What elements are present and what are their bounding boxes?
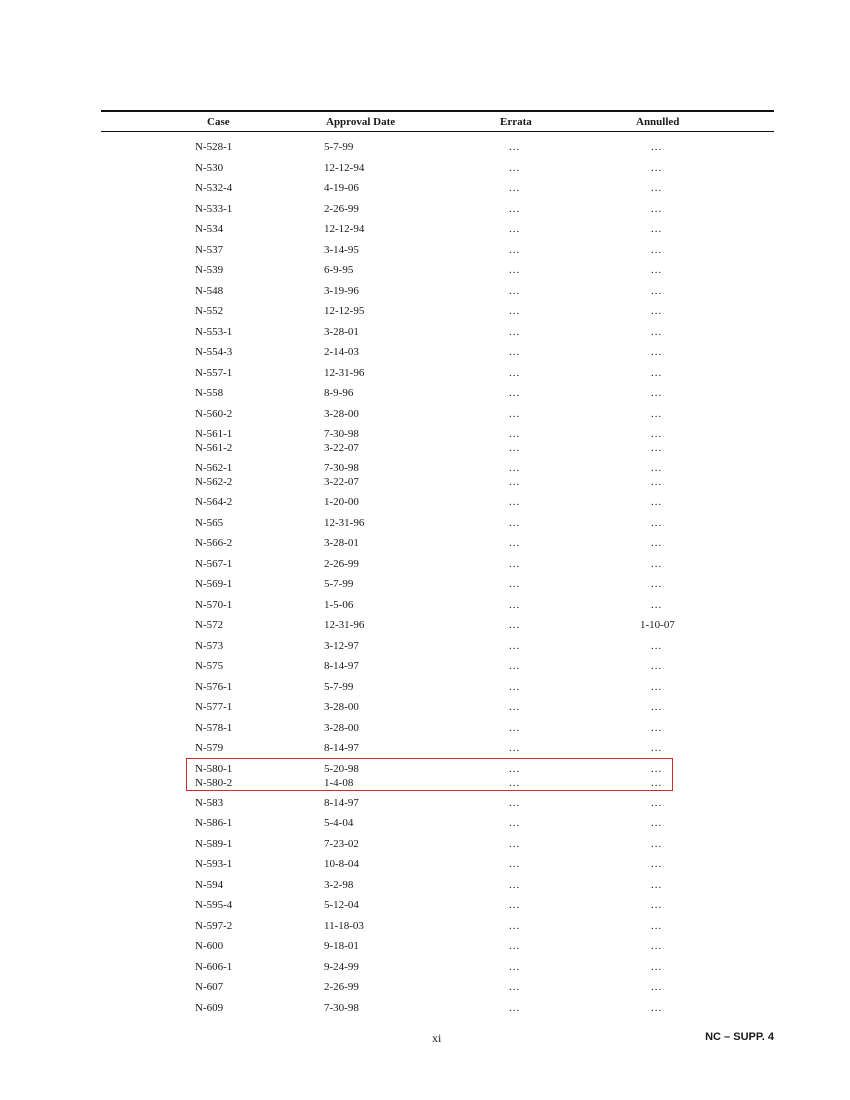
errata-cell: ... xyxy=(509,264,521,276)
approval-date-cell: 3-28-00 xyxy=(324,407,359,420)
annulled-cell: ... xyxy=(651,476,663,488)
table-row-line xyxy=(0,700,850,714)
table-row xyxy=(0,1001,850,1015)
case-cell: N-586-1 xyxy=(195,817,233,829)
case-cell: N-561-2 xyxy=(195,442,233,454)
case-cell: N-558 xyxy=(195,387,224,399)
errata-cell: ... xyxy=(509,537,521,549)
case-cell: N-597-2 xyxy=(195,919,233,932)
table-row xyxy=(0,325,850,339)
annulled-cell: ... xyxy=(651,1001,663,1014)
errata-cell: ... xyxy=(509,462,521,474)
table-row-line xyxy=(0,878,850,892)
table-row-line xyxy=(0,386,850,400)
table-row xyxy=(0,202,850,216)
errata-cell: ... xyxy=(509,346,521,358)
errata-cell: ... xyxy=(509,796,521,809)
approval-date-cell: 3-22-07 xyxy=(324,442,359,454)
table-row xyxy=(0,700,850,714)
approval-date-cell: 3-28-01 xyxy=(324,325,359,338)
table-row xyxy=(0,304,850,318)
errata-cell: ... xyxy=(509,202,521,215)
approval-date-cell: 12-31-96 xyxy=(324,516,365,529)
table-row xyxy=(0,659,850,673)
table-row xyxy=(0,345,850,359)
highlight-box xyxy=(186,758,673,791)
table-row-line xyxy=(0,577,850,591)
approval-date-cell: 2-26-99 xyxy=(324,981,359,993)
annulled-cell: ... xyxy=(651,496,663,508)
annulled-cell: ... xyxy=(651,796,663,809)
annulled-cell: ... xyxy=(651,660,663,672)
table-row xyxy=(0,680,850,694)
table-row xyxy=(0,939,850,953)
table-row xyxy=(0,495,850,509)
table-row xyxy=(0,243,850,257)
table-row xyxy=(0,577,850,591)
table-row xyxy=(0,386,850,400)
annulled-cell: ... xyxy=(651,721,663,734)
approval-date-cell: 3-12-97 xyxy=(324,639,359,652)
table-row-line xyxy=(0,263,850,277)
table-row xyxy=(0,741,850,755)
approval-date-cell: 3-28-01 xyxy=(324,537,359,549)
approval-date-cell: 7-30-98 xyxy=(324,428,359,440)
approval-date-cell: 8-14-97 xyxy=(324,796,359,809)
table-row-line xyxy=(0,857,850,871)
approval-date-cell: 3-28-00 xyxy=(324,721,359,734)
table-row xyxy=(0,284,850,298)
table-row xyxy=(0,516,850,530)
case-cell: N-609 xyxy=(195,1001,224,1014)
errata-cell: ... xyxy=(509,639,521,652)
case-cell: N-583 xyxy=(195,796,224,809)
errata-cell: ... xyxy=(509,598,521,611)
table-row-line xyxy=(0,304,850,318)
errata-cell: ... xyxy=(509,858,521,870)
table-row-line xyxy=(0,461,850,475)
approval-date-cell: 3-22-07 xyxy=(324,476,359,488)
errata-cell: ... xyxy=(509,387,521,399)
table-row-line xyxy=(0,816,850,830)
annulled-cell: ... xyxy=(651,325,663,338)
approval-date-cell: 2-14-03 xyxy=(324,346,359,358)
annulled-cell: ... xyxy=(651,639,663,652)
annulled-cell: ... xyxy=(651,428,663,440)
errata-cell: ... xyxy=(509,619,521,631)
approval-date-cell: 1-5-06 xyxy=(324,598,354,611)
table-row xyxy=(0,980,850,994)
table-row-line xyxy=(0,222,850,236)
errata-cell: ... xyxy=(509,557,521,570)
approval-date-cell: 6-9-95 xyxy=(324,264,354,276)
case-cell: N-528-1 xyxy=(195,141,233,153)
errata-cell: ... xyxy=(509,837,521,850)
annulled-cell: ... xyxy=(651,305,663,317)
approval-date-cell: 12-31-96 xyxy=(324,366,365,379)
errata-cell: ... xyxy=(509,305,521,317)
case-cell: N-606-1 xyxy=(195,960,233,973)
errata-cell: ... xyxy=(509,776,521,789)
errata-cell: ... xyxy=(509,325,521,338)
running-head: NC – SUPP. 4 xyxy=(705,1031,774,1043)
table-row-line xyxy=(0,181,850,195)
errata-cell: ... xyxy=(509,960,521,973)
header-case: Case xyxy=(207,116,230,128)
table-row-line xyxy=(0,140,850,154)
case-cell: N-575 xyxy=(195,660,224,672)
table-row-line xyxy=(0,427,850,441)
table-row xyxy=(0,837,850,851)
table-row-line xyxy=(0,741,850,755)
table-row-line xyxy=(0,680,850,694)
annulled-cell: ... xyxy=(651,899,663,911)
annulled-cell: ... xyxy=(651,981,663,993)
header-annulled: Annulled xyxy=(636,116,680,128)
approval-date-cell: 12-12-94 xyxy=(324,161,365,174)
table-row-line xyxy=(0,441,850,455)
approval-date-cell: 12-31-96 xyxy=(324,619,365,631)
annulled-cell: ... xyxy=(651,243,663,256)
approval-date-cell: 9-24-99 xyxy=(324,960,359,973)
approval-date-cell: 7-30-98 xyxy=(324,1001,359,1014)
approval-date-cell: 5-4-04 xyxy=(324,817,354,829)
annulled-cell: ... xyxy=(651,141,663,153)
errata-cell: ... xyxy=(509,223,521,235)
annulled-cell: 1-10-07 xyxy=(640,619,675,631)
annulled-cell: ... xyxy=(651,366,663,379)
annulled-cell: ... xyxy=(651,202,663,215)
approval-date-cell: 12-12-94 xyxy=(324,223,365,235)
annulled-cell: ... xyxy=(651,680,663,693)
table-row xyxy=(0,263,850,277)
case-cell: N-566-2 xyxy=(195,537,233,549)
approval-date-cell: 11-18-03 xyxy=(324,919,364,932)
approval-date-cell: 3-14-95 xyxy=(324,243,359,256)
approval-date-cell: 9-18-01 xyxy=(324,940,359,952)
table-row-line xyxy=(0,960,850,974)
annulled-cell: ... xyxy=(651,598,663,611)
table-row-line xyxy=(0,618,850,632)
case-cell: N-557-1 xyxy=(195,366,233,379)
table-row xyxy=(0,536,850,550)
case-cell: N-565 xyxy=(195,516,224,529)
case-cell: N-562-2 xyxy=(195,476,233,488)
case-cell: N-607 xyxy=(195,981,224,993)
approval-date-cell: 1-20-00 xyxy=(324,496,359,508)
approval-date-cell: 8-9-96 xyxy=(324,387,354,399)
table-row-line xyxy=(0,161,850,175)
annulled-cell: ... xyxy=(651,223,663,235)
errata-cell: ... xyxy=(509,284,521,297)
annulled-cell: ... xyxy=(651,182,663,194)
approval-date-cell: 7-23-02 xyxy=(324,837,359,850)
case-cell: N-594 xyxy=(195,878,224,891)
annulled-cell: ... xyxy=(651,387,663,399)
approval-date-cell: 1-4-08 xyxy=(324,776,354,789)
annulled-cell: ... xyxy=(651,516,663,529)
errata-cell: ... xyxy=(509,981,521,993)
errata-cell: ... xyxy=(509,161,521,174)
table-row-line xyxy=(0,407,850,421)
errata-cell: ... xyxy=(509,243,521,256)
annulled-cell: ... xyxy=(651,817,663,829)
case-cell: N-577-1 xyxy=(195,701,233,713)
table-row xyxy=(0,427,850,455)
errata-cell: ... xyxy=(509,762,521,775)
annulled-cell: ... xyxy=(651,346,663,358)
table-row xyxy=(0,181,850,195)
annulled-cell: ... xyxy=(651,407,663,420)
table-row xyxy=(0,919,850,933)
annulled-cell: ... xyxy=(651,742,663,754)
header-approval-date: Approval Date xyxy=(326,116,396,128)
table-row-line xyxy=(0,366,850,380)
table-row xyxy=(0,721,850,735)
table-row-line xyxy=(0,837,850,851)
table-row xyxy=(0,960,850,974)
table-row xyxy=(0,857,850,871)
approval-date-cell: 2-26-99 xyxy=(324,202,359,215)
page-number: xi xyxy=(432,1031,442,1045)
table-row-line xyxy=(0,796,850,810)
case-cell: N-576-1 xyxy=(195,680,233,693)
errata-cell: ... xyxy=(509,442,521,454)
approval-date-cell: 3-19-96 xyxy=(324,284,359,297)
approval-date-cell: 4-19-06 xyxy=(324,182,359,194)
table-row xyxy=(0,898,850,912)
errata-cell: ... xyxy=(509,701,521,713)
case-cell: N-539 xyxy=(195,264,224,276)
approval-date-cell: 5-7-99 xyxy=(324,680,354,693)
case-cell: N-570-1 xyxy=(195,598,233,611)
errata-cell: ... xyxy=(509,476,521,488)
table-row-line xyxy=(0,284,850,298)
table-row xyxy=(0,222,850,236)
annulled-cell: ... xyxy=(651,701,663,713)
table-row-line xyxy=(0,980,850,994)
table-row-line xyxy=(0,516,850,530)
approval-date-cell: 8-14-97 xyxy=(324,660,359,672)
errata-cell: ... xyxy=(509,660,521,672)
approval-date-cell: 5-7-99 xyxy=(324,141,354,153)
case-cell: N-589-1 xyxy=(195,837,233,850)
table-row-line xyxy=(0,659,850,673)
errata-cell: ... xyxy=(509,516,521,529)
table-row-line xyxy=(0,721,850,735)
table-row-line xyxy=(0,1001,850,1015)
table-row xyxy=(0,366,850,380)
case-cell: N-600 xyxy=(195,940,224,952)
approval-date-cell: 3-2-98 xyxy=(324,878,354,891)
case-cell: N-573 xyxy=(195,639,224,652)
errata-cell: ... xyxy=(509,742,521,754)
table-row-line xyxy=(0,919,850,933)
annulled-cell: ... xyxy=(651,557,663,570)
approval-date-cell: 8-14-97 xyxy=(324,742,359,754)
annulled-cell: ... xyxy=(651,878,663,891)
errata-cell: ... xyxy=(509,899,521,911)
errata-cell: ... xyxy=(509,919,521,932)
errata-cell: ... xyxy=(509,1001,521,1014)
errata-cell: ... xyxy=(509,680,521,693)
case-cell: N-569-1 xyxy=(195,578,233,590)
table-row xyxy=(0,461,850,489)
table-row xyxy=(0,639,850,653)
errata-cell: ... xyxy=(509,878,521,891)
annulled-cell: ... xyxy=(651,578,663,590)
approval-date-cell: 3-28-00 xyxy=(324,701,359,713)
table-row xyxy=(0,816,850,830)
header-errata: Errata xyxy=(500,116,532,128)
annulled-cell: ... xyxy=(651,837,663,850)
case-cell: N-564-2 xyxy=(195,496,233,508)
errata-cell: ... xyxy=(509,940,521,952)
annulled-cell: ... xyxy=(651,442,663,454)
table-row-line xyxy=(0,495,850,509)
case-cell: N-572 xyxy=(195,619,224,631)
case-cell: N-552 xyxy=(195,305,224,317)
annulled-cell: ... xyxy=(651,940,663,952)
table-row xyxy=(0,407,850,421)
case-cell: N-567-1 xyxy=(195,557,233,570)
case-cell: N-532-4 xyxy=(195,182,233,194)
errata-cell: ... xyxy=(509,578,521,590)
table-row-line xyxy=(0,243,850,257)
table-row-line xyxy=(0,598,850,612)
annulled-cell: ... xyxy=(651,960,663,973)
table-row xyxy=(0,161,850,175)
approval-date-cell: 2-26-99 xyxy=(324,557,359,570)
errata-cell: ... xyxy=(509,182,521,194)
approval-date-cell: 5-7-99 xyxy=(324,578,354,590)
table-row-line xyxy=(0,639,850,653)
annulled-cell: ... xyxy=(651,264,663,276)
case-cell: N-580-2 xyxy=(195,776,233,789)
annulled-cell: ... xyxy=(651,537,663,549)
table-row-line xyxy=(0,345,850,359)
table-row xyxy=(0,140,850,154)
approval-date-cell: 5-20-98 xyxy=(324,762,359,775)
table-row-line xyxy=(0,898,850,912)
annulled-cell: ... xyxy=(651,776,663,789)
case-cell: N-560-2 xyxy=(195,407,233,420)
table-row xyxy=(0,598,850,612)
approval-date-cell: 10-8-04 xyxy=(324,858,359,870)
errata-cell: ... xyxy=(509,817,521,829)
table-row xyxy=(0,618,850,632)
errata-cell: ... xyxy=(509,407,521,420)
annulled-cell: ... xyxy=(651,462,663,474)
table-row-line xyxy=(0,325,850,339)
case-cell: N-553-1 xyxy=(195,325,233,338)
table-row-line xyxy=(0,475,850,489)
approval-date-cell: 7-30-98 xyxy=(324,462,359,474)
approval-date-cell: 12-12-95 xyxy=(324,305,365,317)
table-row xyxy=(0,557,850,571)
case-cell: N-530 xyxy=(195,161,224,174)
annulled-cell: ... xyxy=(651,161,663,174)
case-cell: N-595-4 xyxy=(195,899,233,911)
errata-cell: ... xyxy=(509,141,521,153)
case-cell: N-579 xyxy=(195,742,224,754)
case-cell: N-593-1 xyxy=(195,858,233,870)
case-cell: N-580-1 xyxy=(195,762,233,775)
case-cell: N-561-1 xyxy=(195,428,233,440)
case-cell: N-534 xyxy=(195,223,224,235)
annulled-cell: ... xyxy=(651,284,663,297)
table-row-line xyxy=(0,939,850,953)
errata-cell: ... xyxy=(509,496,521,508)
table-row xyxy=(0,878,850,892)
annulled-cell: ... xyxy=(651,858,663,870)
table-row-line xyxy=(0,557,850,571)
case-cell: N-578-1 xyxy=(195,721,233,734)
table-row xyxy=(0,796,850,810)
errata-cell: ... xyxy=(509,428,521,440)
table-row-line xyxy=(0,202,850,216)
case-cell: N-537 xyxy=(195,243,224,256)
errata-cell: ... xyxy=(509,721,521,734)
case-cell: N-554-3 xyxy=(195,346,233,358)
case-cell: N-533-1 xyxy=(195,202,233,215)
annulled-cell: ... xyxy=(651,919,663,932)
case-cell: N-562-1 xyxy=(195,462,233,474)
errata-cell: ... xyxy=(509,366,521,379)
table-row-line xyxy=(0,536,850,550)
approval-date-cell: 5-12-04 xyxy=(324,899,359,911)
annulled-cell: ... xyxy=(651,762,663,775)
case-cell: N-548 xyxy=(195,284,224,297)
